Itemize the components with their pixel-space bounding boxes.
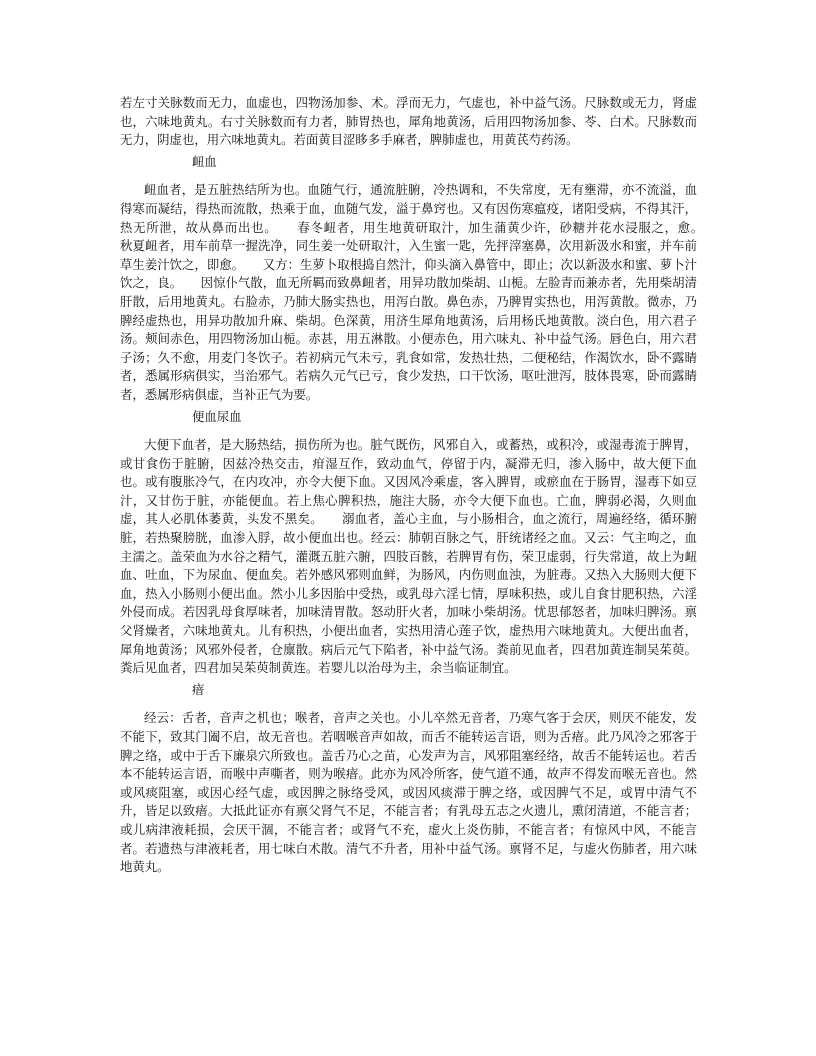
document-page	[120, 94, 722, 877]
paragraph-aphonia: 经云：舌者，音声之机也；喉者，音声之关也。小儿卒然无音者，乃寒气客于会厌，则厌不能发，发不能下，致其门阖不启，故无音也。若咽喉音声如故，而舌不能转运言语，则为舌瘖。此乃风冷之邪客于脾之络，或中于舌下廉泉穴所致也。盖舌乃心之苗，心发声为言，风邪阻塞经络，故舌不能转运也。若舌本不能转运言语，而喉中声嘶者，则为喉瘖。此亦为风冷所客，使气道不通，故声不得发而喉无音也。然或风痰阻塞，或因心经气虚，或因脾之脉络受风，或因风痰滞于脾之络，或因脾气不足，或胃中清气不升，皆足以致瘖。大抵此证亦有禀父肾气不足，不能言者；有乳母五志之火遗儿，熏闭清道，不能言者；或儿病津液耗损，会厌干涸，不能言者；或肾气不充，虚火上炎伤肺，不能言者；有惊风中风，不能言者。若遗热与津液耗者，用七味白术散。清气不升者，用补中益气汤。禀肾不足，与虚火伤肺者，用六味地黄丸。	[120, 710, 697, 875]
section-heading-aphonia: 瘖	[192, 681, 205, 697]
section-heading-nosebleed: 衄血	[192, 153, 217, 169]
paragraph-pulse-diagnosis: 若左寸关脉数而无力，血虚也，四物汤加参、术。浮而无力，气虚也，补中益气汤。尺脉数或无力，肾虚也，六味地黄丸。右寸关脉数而有力者，肺胃热也，犀角地黄汤，后用四物汤加参、苓、白术。尺脉数而无力，阴虚也，用六味地黄丸。若面黄目涩眵多手麻者，脾肺虚也，用黄芪芍药汤。	[120, 95, 697, 148]
section-heading-bloody-stool-urine: 便血尿血	[192, 408, 242, 424]
paragraph-nosebleed: 衄血者，是五脏热结所为也。血随气行，通流脏腑，冷热调和，不失常度，无有壅滞，亦不流溢，血得寒而凝结，得热而流散，热乘于血，血随气发，溢于鼻窍也。又有因伤寒瘟疫，诸阳受病，不得其汗，热无所泄，故从鼻而出也。 春冬衄者，用生地黄研取汁，加生蒲黄少许，砂糖并花水浸服之，愈。 秋夏衄者，用车前草一握洗净，同生姜一处研取汁，入生蜜一匙，先抨滓塞鼻，次用新汲水和蜜，并车前草生姜汁饮之，即愈。 又方：生萝卜取根捣自然汁，仰头滴入鼻管中，即止；次以新汲水和蜜、萝卜汁饮之，良。 因惊仆气散，血无所羁而致鼻衄者，用异功散加柴胡、山栀。左脸青而兼赤者，先用柴胡清肝散，后用地黄丸。右脸赤，乃肺大肠实热也，用泻白散。鼻色赤，乃脾胃实热也，用泻黄散。微赤，乃脾经虚热也，用异功散加升麻、柴胡。色深黄，用济生犀角地黄汤，后用杨氏地黄散。淡白色，用六君子汤。颊间赤色，用四物汤加山栀。赤甚，用五淋散。小便赤色，用六味丸、补中益气汤。唇色白，用六君子汤；久不愈，用麦门冬饮子。若初病元气未亏，乳食如常，发热壮热，二便秘结，作渴饮水，卧不露睛者，悉属形病俱实，当治邪气。若病久元气已亏，食少发热，口干饮汤，呕吐泄泻，肢体畏寒，卧而露睛者，悉属形病俱虚，当补正气为要。	[120, 182, 722, 402]
paragraph-bloody-stool-urine: 大便下血者，是大肠热结，损伤所为也。脏气既伤，风邪自入，或蓄热，或积冷，或湿毒流于脾胃，或甘食伤于脏腑，因兹冷热交击，疳湿互作，致动血气，停留于内，凝滞无归，渗入肠中，故大便下血也。或有腹胀冷气，在内攻冲，亦令大便下血。又因风冷乘虚，客入脾胃，或瘀血在于肠胃，湿毒下如豆汁，又甘伤于脏，亦能便血。若上焦心脾积热，施注大肠，亦令大便下血也。亡血，脾弱必渴，久则血虚，其人必肌体萎黄，头发不黑矣。 溺血者，盖心主血，与小肠相合，血之流行，周遍经络，循环腑脏，若热聚膀胱，血渗入脬，故小便血出也。经云：肺朝百脉之气，肝统诸经之血。又云：气主呴之，血主濡之。盖荣血为水谷之精气，灌溉五脏六腑，四肢百骸，若脾胃有伤，荣卫虚弱，行失常道，故上为衄血、吐血，下为尿血、便血矣。若外感风邪则血鲜，为肠风，内伤则血浊，为脏毒。又热入大肠则大便下血，热入小肠则小便出血。然小儿多因胎中受热，或乳母六淫七情，厚味积热，或儿自食甘肥积热，六淫外侵而成。若因乳母食厚味者，加味清胃散。怒动肝火者，加味小柴胡汤。忧思郁怒者，加味归脾汤。禀父肾燥者，六味地黄丸。儿有积热，小便出血者，实热用清心莲子饮，虚热用六味地黄丸。大便出血者，犀角地黄汤；风邪外侵者，仓廪散。病后元气下陷者，补中益气汤。粪前见血者，四君加黄连制吴茱萸。粪后见血者，四君加吴茱萸制黄连。若婴儿以治母为主，余当临证制宜。	[120, 437, 697, 676]
